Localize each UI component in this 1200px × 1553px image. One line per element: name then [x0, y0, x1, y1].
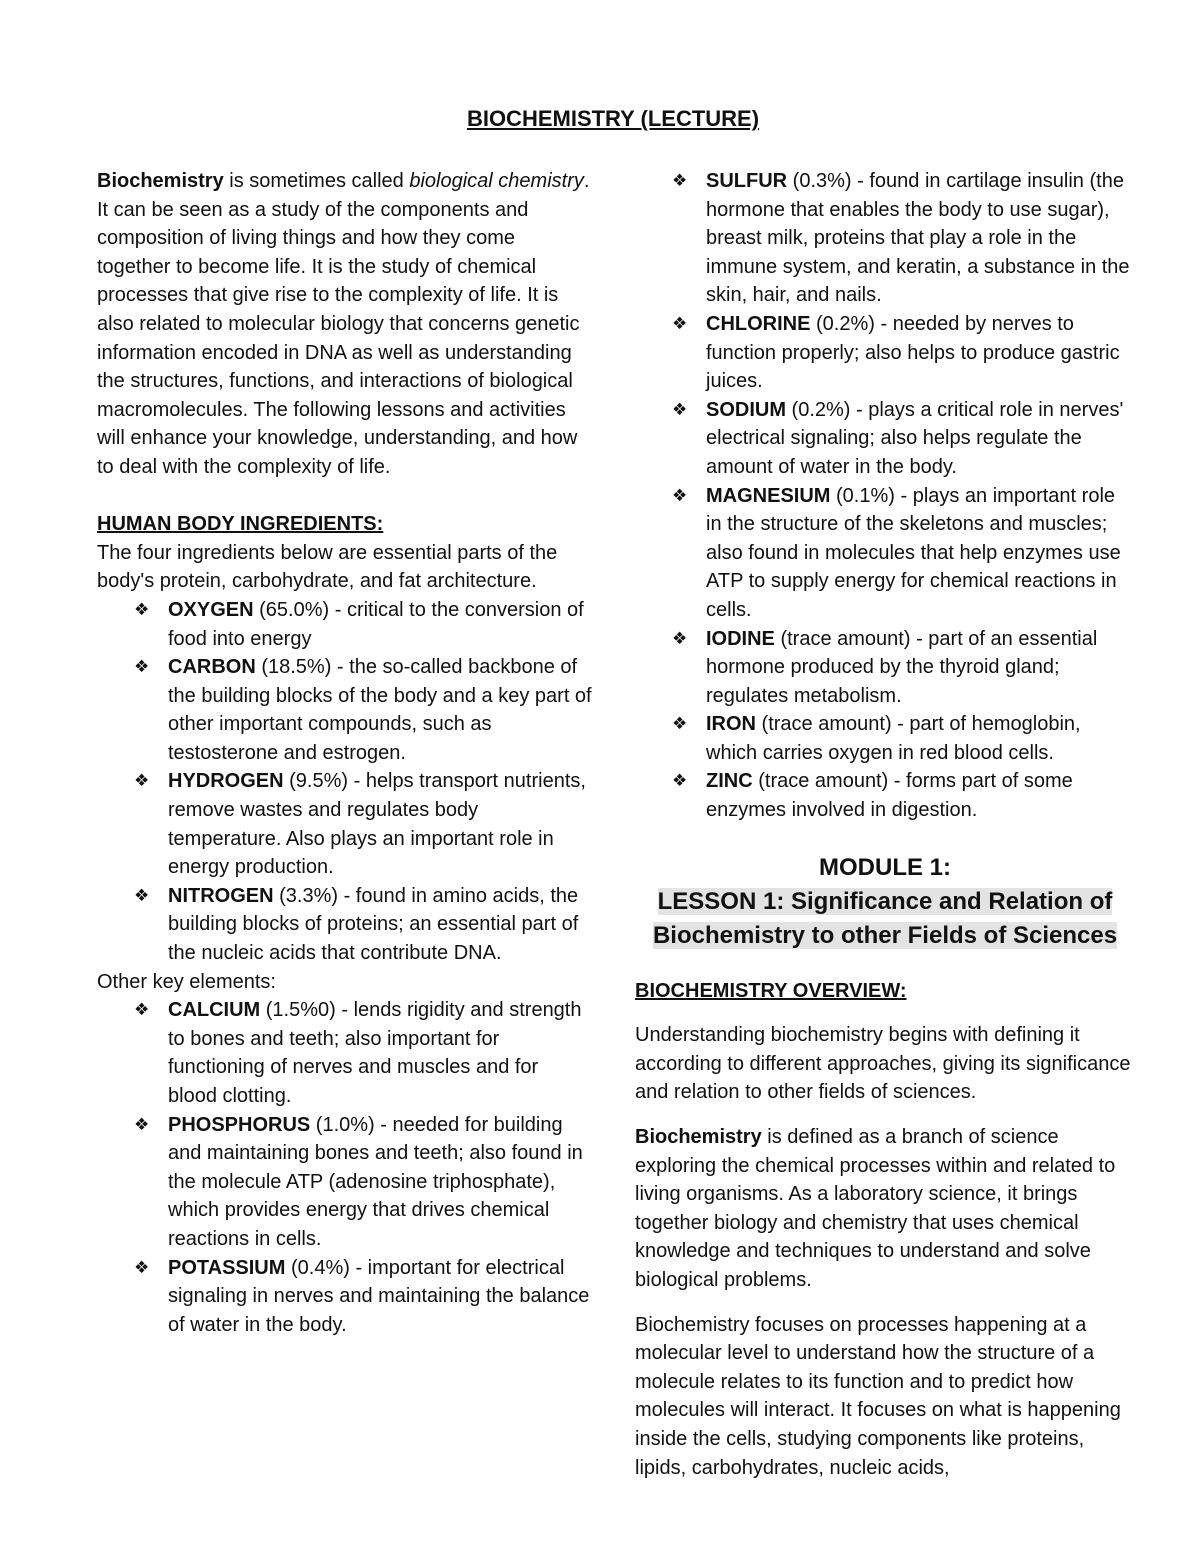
- overview-paragraph-3: Biochemistry focuses on processes happening at a molecular level to understand how the structure of a molecule relates to its function and to predict how molecules will interact. It focuses on what is happening inside the cells, studying components like proteins, lipids, carbohydrates, nucleic acids,: [635, 1313, 1121, 1479]
- lesson-title-line2-text: Biochemistry to other Fields of Sciences: [652, 921, 1118, 949]
- element-name: IRON: [706, 713, 756, 736]
- element-name: SULFUR: [706, 170, 788, 192]
- element-desc: (trace amount) - forms part of some enzymes involved in digestion.: [706, 770, 1073, 822]
- diamond-bullet-icon: ❖: [672, 628, 688, 648]
- right-element-list: [635, 167, 1135, 825]
- list-item: [97, 1254, 592, 1340]
- diamond-bullet-icon: ❖: [672, 171, 688, 190]
- other-elements-label: Other key elements:: [97, 970, 276, 993]
- element-name: SODIUM: [706, 398, 786, 421]
- element-name: PHOSPHORUS: [168, 1113, 311, 1136]
- element-desc: (65.0%) - critical to the conversion of food into energy: [168, 598, 584, 650]
- lesson-title-line1: [635, 885, 1135, 919]
- intro-term: Biochemistry: [97, 170, 224, 192]
- element-desc: (0.2%) - plays a critical role in nerves' electrical signaling; also helps regulate the amount of water in the body.: [706, 398, 1124, 478]
- element-name: ZINC: [706, 770, 753, 793]
- page-title: BIOCHEMISTRY (LECTURE): [466, 106, 760, 131]
- diamond-bullet-icon: ❖: [134, 1114, 150, 1134]
- intro-italic: biological chemistry: [409, 170, 584, 192]
- diamond-bullet-icon: ❖: [134, 1257, 150, 1277]
- list-item: [97, 767, 592, 881]
- diamond-bullet-icon: ❖: [672, 771, 688, 791]
- list-item: [97, 596, 592, 653]
- list-item: [635, 396, 1135, 482]
- diamond-bullet-icon: ❖: [672, 399, 688, 419]
- list-item: [635, 710, 1135, 767]
- element-desc: (3.3%) - found in amino acids, the building blocks of proteins; an essential part of the nucleic acids that contribute DNA.: [168, 884, 579, 965]
- element-name: NITROGEN: [168, 884, 274, 907]
- element-desc: (trace amount) - part of hemoglobin, which carries oxygen in red blood cells.: [706, 713, 1081, 764]
- element-desc: (0.2%) - needed by nerves to function properly; also helps to produce gastric juices.: [706, 312, 1120, 393]
- right-column: [635, 167, 1135, 1482]
- element-name: IODINE: [706, 627, 775, 650]
- element-desc: (1.0%) - needed for building and maintaining bones and teeth; also found in the molecule ATP (adenosine triphosphate), which provides energy that drives chemical reactions in cells.: [168, 1113, 583, 1250]
- list-item: [635, 767, 1135, 824]
- element-name: POTASSIUM: [168, 1256, 286, 1279]
- element-name: CARBON: [168, 656, 256, 679]
- list-item: [635, 482, 1135, 625]
- element-name: CALCIUM: [168, 999, 261, 1022]
- element-desc: (0.1%) - plays an important role in the structure of the skeletons and muscles; also found in molecules that help enzymes use ATP to supply energy for chemical reactions in cells.: [706, 484, 1121, 621]
- element-name: HYDROGEN: [168, 770, 284, 793]
- ingredients-heading: HUMAN BODY INGREDIENTS:: [97, 513, 384, 536]
- intro-rest: . It can be seen as a study of the components and composition of living things and how they come together to become life. It is the study of chemical processes that give rise to the complexity of life. It is also related to molecular biology that concerns genetic information encoded in DNA as well as understanding the structures, functions, and interactions of biological macromolecules. The following lessons and activities will enhance your knowledge, understanding, and how to deal with the complexity of life.: [97, 170, 590, 478]
- list-item: [97, 996, 592, 1110]
- element-name: MAGNESIUM: [706, 484, 831, 507]
- other-element-list: [97, 996, 592, 1339]
- overview-term: Biochemistry: [635, 1126, 762, 1149]
- list-item: [97, 882, 592, 968]
- list-item: [97, 653, 592, 767]
- list-item: [635, 625, 1135, 711]
- diamond-bullet-icon: ❖: [672, 485, 688, 505]
- diamond-bullet-icon: ❖: [134, 657, 150, 677]
- left-column: [97, 167, 592, 1339]
- element-desc: (0.3%) - found in cartilage insulin (the hormone that enables the body to use sugar), breast milk, proteins that play a role in the immune system, and keratin, a substance in the skin, hair, and nails.: [706, 170, 1130, 307]
- element-name: OXYGEN: [168, 598, 254, 621]
- element-desc: (1.5%0) - lends rigidity and strength to bones and teeth; also important for functioning of nerves and muscles and for blood clotting.: [168, 999, 582, 1107]
- element-desc: (9.5%) - helps transport nutrients, remove wastes and regulates body temperature. Also plays an important role in energy production.: [168, 770, 586, 879]
- diamond-bullet-icon: ❖: [672, 313, 688, 333]
- intro-pre: is sometimes called: [223, 170, 410, 192]
- lesson-title-line2: [635, 919, 1135, 953]
- list-item: [97, 1111, 592, 1254]
- overview-heading: BIOCHEMISTRY OVERVIEW:: [635, 979, 907, 1002]
- diamond-bullet-icon: ❖: [672, 714, 688, 734]
- diamond-bullet-icon: ❖: [134, 1000, 150, 1020]
- element-desc: (0.4%) - important for electrical signaling in nerves and maintaining the balance of water in the body.: [168, 1256, 590, 1336]
- list-item: [635, 167, 1135, 310]
- diamond-bullet-icon: ❖: [134, 599, 150, 619]
- overview-paragraph-2: [635, 1123, 1135, 1295]
- lesson-title-line1-text: LESSON 1: Significance and Relation of: [657, 887, 1113, 915]
- diamond-bullet-icon: ❖: [134, 885, 150, 905]
- list-item: [635, 310, 1135, 396]
- ingredients-intro: The four ingredients below are essential parts of the body's protein, carbohydrate, and fat architecture.: [97, 541, 558, 593]
- element-desc: (18.5%) - the so-called backbone of the building blocks of the body and a key part of other important compounds, such as testosterone and estrogen.: [168, 656, 592, 764]
- overview-paragraph-1: Understanding biochemistry begins with defining it according to different approaches, giving its significance and relation to other fields of sciences.: [635, 1024, 1131, 1104]
- diamond-bullet-icon: ❖: [134, 771, 150, 791]
- element-list: [97, 596, 592, 968]
- intro-paragraph: [97, 167, 592, 482]
- module-title: MODULE 1:: [819, 853, 951, 881]
- overview-p2-rest: is defined as a branch of science exploring the chemical processes within and related to living organisms. As a laboratory science, it brings together biology and chemistry that uses chemical knowledge and techniques to understand and solve biological problems.: [635, 1126, 1116, 1291]
- element-desc: (trace amount) - part of an essential hormone produced by the thyroid gland; regulates metabolism.: [706, 627, 1098, 707]
- element-name: CHLORINE: [706, 312, 811, 335]
